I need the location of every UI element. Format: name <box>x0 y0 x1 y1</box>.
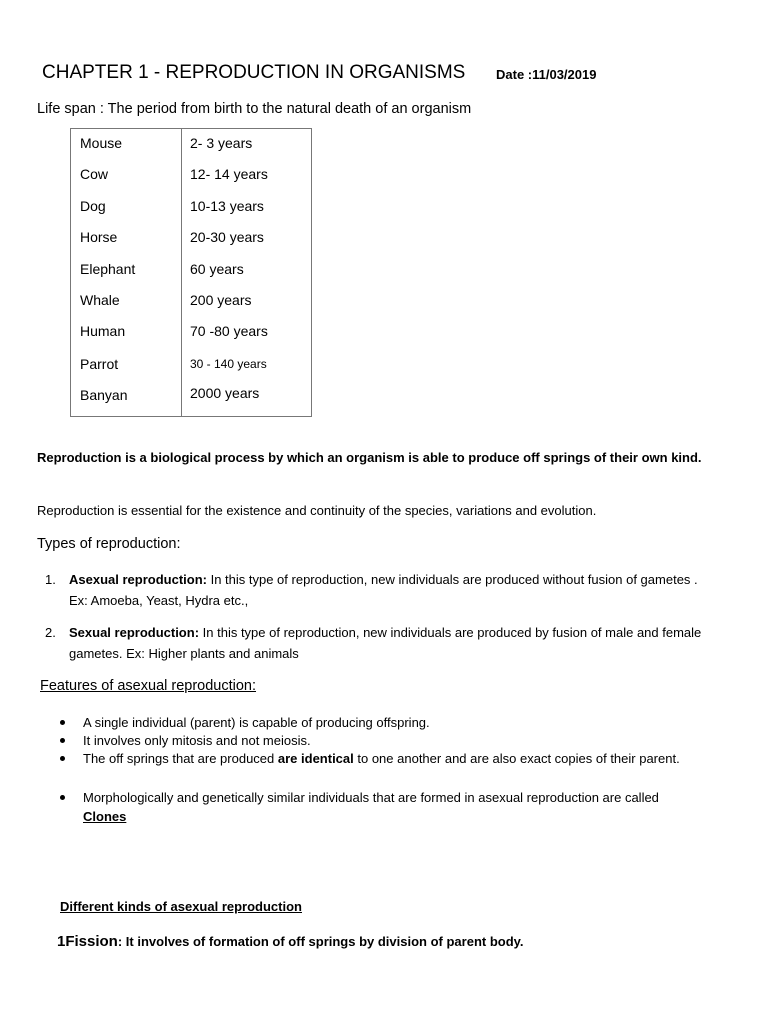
date-label: Date :11/03/2019 <box>496 67 597 82</box>
table-cell-organism: Cow <box>80 166 109 182</box>
list-item <box>60 713 700 732</box>
table-cell-years: 2000 years <box>190 385 260 401</box>
bullet-icon <box>60 738 65 743</box>
list-term: Asexual reproduction: <box>69 572 207 587</box>
table-cell-years: 20-30 years <box>190 229 264 245</box>
table-cell-organism: Mouse <box>80 135 123 151</box>
list-item <box>45 622 705 664</box>
bullet-icon <box>60 795 65 800</box>
lifespan-definition: Life span : The period from birth to the natural death of an organism <box>37 101 472 117</box>
bullet-emphasis: are identical <box>277 751 354 766</box>
kinds-heading: Different kinds of asexual reproduction <box>60 899 302 914</box>
bullet-text: The off springs that are produced <box>83 751 278 766</box>
bullet-icon <box>60 756 65 761</box>
bullet-text: It involves only mitosis and not meiosis. <box>83 733 311 748</box>
reproduction-definition: Reproduction is a biological process by which an organism is able to produce off springs of their own kind. <box>37 450 702 465</box>
table-cell-years: 200 years <box>190 292 252 308</box>
list-term: Sexual reproduction: <box>69 625 200 640</box>
table-cell-organism: Dog <box>80 198 106 214</box>
list-number: 1. <box>45 572 56 587</box>
table-cell-years: 12- 14 years <box>190 166 268 182</box>
page-title: CHAPTER 1 - REPRODUCTION IN ORGANISMS <box>42 62 466 83</box>
list-item <box>60 788 700 826</box>
fission-text: : It involves of formation of off springs by division of parent body. <box>117 934 524 949</box>
list-item <box>45 569 705 611</box>
table-cell-organism: Elephant <box>80 261 136 277</box>
table-divider <box>181 129 182 416</box>
reproduction-essential: Reproduction is essential for the existence and continuity of the species, variations and evolution. <box>37 503 597 518</box>
bullet-text: to one another and are also exact copies of their parent. <box>353 751 680 766</box>
list-item <box>60 731 700 750</box>
types-heading: Types of reproduction: <box>37 536 181 552</box>
list-text: In this type of reproduction, new individuals are produced without fusion of gametes . Ex: Amoeba, Yeast, Hydra etc., <box>69 572 698 608</box>
table-cell-organism: Parrot <box>80 356 119 372</box>
table-cell-years: 2- 3 years <box>190 135 253 151</box>
bullet-text: A single individual (parent) is capable of producing offspring. <box>83 715 430 730</box>
table-cell-years: 30 - 140 years <box>190 357 267 371</box>
features-heading: Features of asexual reproduction: <box>40 678 257 694</box>
table-cell-organism: Human <box>80 323 126 339</box>
table-cell-organism: Banyan <box>80 387 128 403</box>
fission-paragraph <box>57 933 524 950</box>
list-number: 2. <box>45 625 56 640</box>
list-item <box>60 749 700 768</box>
bullet-icon <box>60 720 65 725</box>
list-text: In this type of reproduction, new individuals are produced by fusion of male and female gametes. Ex: Higher plants and animals <box>69 625 702 661</box>
lifespan-table <box>70 128 312 417</box>
table-cell-years: 60 years <box>190 261 244 277</box>
table-cell-years: 10-13 years <box>190 198 264 214</box>
table-cell-organism: Whale <box>80 292 120 308</box>
table-cell-organism: Horse <box>80 229 118 245</box>
bullet-text: Morphologically and genetically similar individuals that are formed in asexual reproduction are called <box>83 790 659 805</box>
fission-label: 1Fission <box>57 933 118 950</box>
table-cell-years: 70 -80 years <box>190 323 268 339</box>
clones-term: Clones <box>83 809 127 824</box>
